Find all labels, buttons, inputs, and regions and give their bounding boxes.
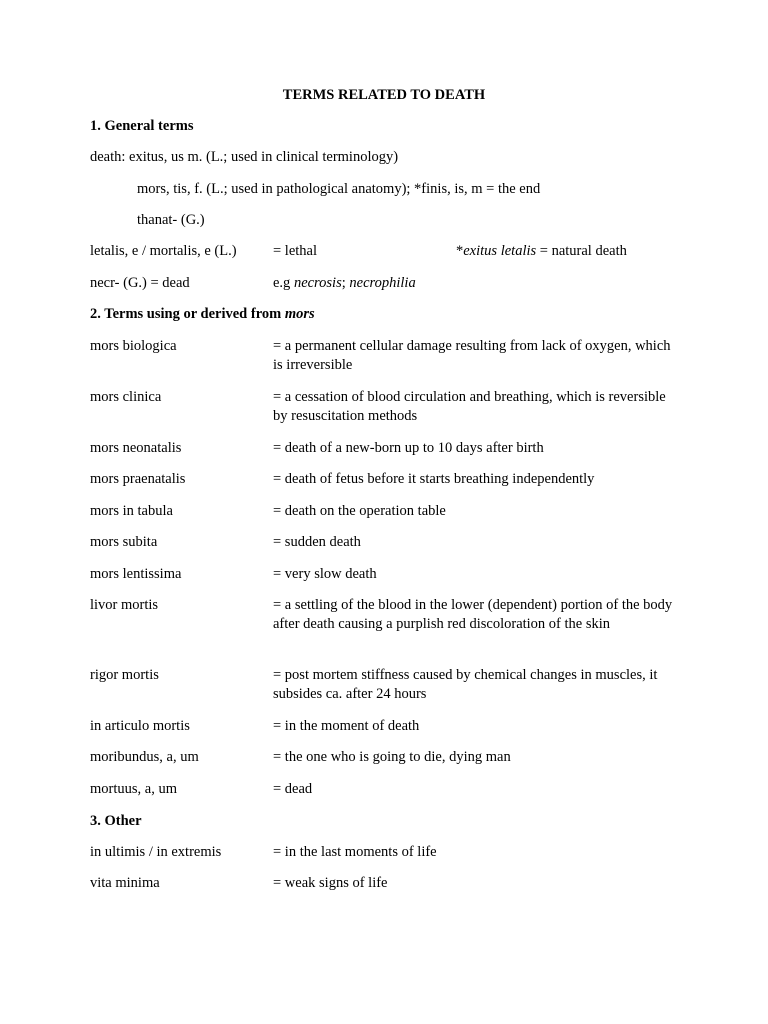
section-heading-italic: mors [284, 306, 315, 322]
necr-examples [273, 274, 416, 293]
definition: = in the moment of death [273, 718, 420, 734]
definition: = death on the operation table [273, 503, 446, 519]
example-necrophilia: necrophilia [349, 275, 416, 291]
term: mors subita [90, 534, 158, 550]
term: mors praenatalis [90, 471, 186, 487]
definition: = weak signs of life [273, 875, 388, 891]
definition: = a cessation of blood circulation and breathing, which is reversible by resuscitation methods [273, 389, 666, 424]
thanat-line: thanat- (G.) [137, 212, 205, 228]
term: vita minima [90, 875, 160, 891]
definition: = very slow death [273, 566, 377, 582]
definition: = post mortem stiffness caused by chemical changes in muscles, it subsides ca. after 24 hours [273, 667, 658, 702]
exitus-letalis-term: exitus letalis [463, 243, 537, 259]
page-title: TERMS RELATED TO DEATH [282, 87, 486, 103]
term: mors neonatalis [90, 440, 182, 456]
definition: = death of fetus before it starts breathing independently [273, 471, 595, 487]
section-heading-other: 3. Other [90, 813, 142, 829]
asterisk: * [456, 243, 464, 259]
term: mortuus, a, um [90, 781, 177, 797]
mors-line: mors, tis, f. (L.; used in pathological anatomy); *finis, is, m = the end [137, 181, 541, 197]
definition: = sudden death [273, 534, 361, 550]
letalis-term: letalis, e / mortalis, e (L.) [90, 243, 237, 259]
exitus-letalis-definition: = natural death [536, 243, 627, 259]
definition: = the one who is going to die, dying man [273, 749, 511, 765]
definition: = a permanent cellular damage resulting from lack of oxygen, which is irreversible [273, 338, 671, 373]
definition: = death of a new-born up to 10 days after birth [273, 440, 544, 456]
term: mors biologica [90, 338, 177, 354]
term: in ultimis / in extremis [90, 844, 222, 860]
definition: = dead [273, 781, 313, 797]
definition: = a settling of the blood in the lower (dependent) portion of the body after death causing a purplish red discoloration of the skin [273, 597, 673, 632]
section-heading-text: 2. Terms using or derived from [90, 306, 285, 322]
term: moribundus, a, um [90, 749, 199, 765]
death-line: death: exitus, us m. (L.; used in clinical terminology) [90, 149, 399, 165]
term: mors in tabula [90, 503, 173, 519]
term: mors clinica [90, 389, 162, 405]
section-heading-general-terms: 1. General terms [90, 118, 194, 134]
letalis-definition: = lethal [273, 243, 318, 259]
section-heading-mors-terms [90, 305, 315, 324]
term: livor mortis [90, 597, 159, 613]
example-necrosis: necrosis [293, 275, 342, 291]
term: rigor mortis [90, 667, 159, 683]
eg-prefix: e.g [273, 275, 294, 291]
definition: = in the last moments of life [273, 844, 437, 860]
necr-term: necr- (G.) = dead [90, 275, 190, 291]
term: in articulo mortis [90, 718, 190, 734]
term: mors lentissima [90, 566, 182, 582]
example-separator: ; [341, 275, 350, 291]
exitus-letalis-note [456, 242, 627, 261]
